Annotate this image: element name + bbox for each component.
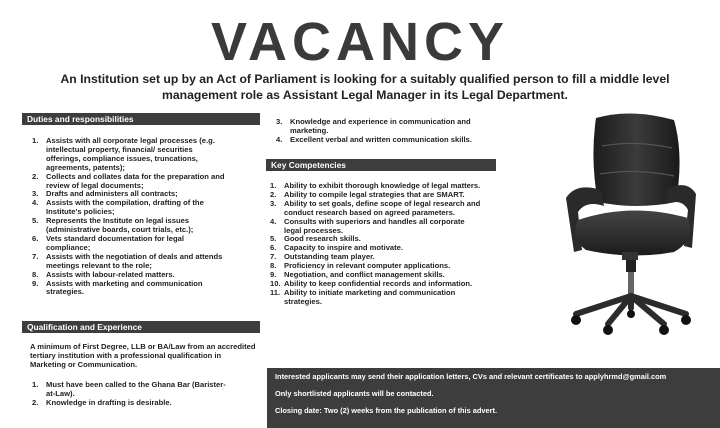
office-chair-icon: [556, 110, 706, 340]
qualification-list: [32, 381, 232, 408]
qualification-paragraph: A minimum of First Degree, LLB or BA/Law from an accredited tertiary institution with a professional qualification in Marketing or Communication.: [30, 342, 256, 369]
list-item: 8. Proficiency in relevant computer applications.: [270, 261, 451, 271]
list-item: 7. Assists with the negotiation of deals and attends meetings relevant to the role;: [32, 251, 223, 270]
list-item: 6. Vets standard documentation for legal compliance;: [32, 233, 184, 252]
application-notice: [267, 368, 720, 428]
list-item: 9. Negotiation, and conflict management skills.: [270, 270, 445, 280]
list-item: 6. Capacity to inspire and motivate.: [270, 243, 403, 253]
duties-list: [32, 137, 228, 297]
list-item: 3. Ability to set goals, define scope of legal research and conduct research based on agreed parameters.: [270, 198, 481, 217]
list-item: 1. Assists with all corporate legal processes (e.g. intellectual property, financial/ securities offerings, compliance issues, truncations, agreements, patents);: [32, 136, 215, 172]
apply-instructions: Interested applicants may send their application letters, CVs and relevant certificates to applyhrmd@gmail.com: [275, 372, 667, 381]
list-item: 11. Ability to initiate marketing and communication strategies.: [270, 287, 456, 306]
list-item: 3. Drafts and administers all contracts;: [32, 189, 178, 199]
shortlist-note: Only shortlisted applicants will be contacted.: [275, 389, 434, 398]
competencies-heading: Key Competencies: [266, 159, 496, 171]
list-item: 2. Knowledge in drafting is desirable.: [32, 397, 172, 407]
list-item: 8. Assists with labour-related matters.: [32, 269, 175, 279]
list-item: 1. Must have been called to the Ghana Bar (Barister-at-Law).: [32, 380, 226, 398]
list-item: 5. Represents the Institute on legal issues (administrative boards, court trials, etc.);: [32, 216, 194, 235]
list-item: 5. Good research skills.: [270, 234, 361, 244]
list-item: 1. Ability to exhibit thorough knowledge of legal matters.: [270, 181, 481, 190]
closing-date: Closing date: Two (2) weeks from the publication of this advert.: [275, 406, 498, 415]
list-item: 3. Knowledge and experience in communication and marketing.: [276, 117, 471, 135]
list-item: 2. Collects and collates data for the preparation and review of legal documents;: [32, 171, 225, 190]
list-item: 4. Consults with superiors and handles all corporate legal processes.: [270, 216, 465, 235]
duties-heading: Duties and responsibilities: [22, 113, 260, 125]
competencies-list: [270, 182, 482, 307]
list-item: 2. Ability to compile legal strategies that are SMART.: [270, 189, 465, 199]
qualification-heading: Qualification and Experience: [22, 321, 260, 333]
list-item: 4. Assists with the compilation, drafting of the Institute's policies;: [32, 198, 204, 217]
list-item: 4. Excellent verbal and written communication skills.: [276, 134, 472, 144]
page-subtitle: An Institution set up by an Act of Parliament is looking for a suitably qualified person to fill a middle level management role as Assistant Legal Manager in its Legal Department.: [60, 72, 670, 102]
list-item: 10. Ability to keep confidential records and information.: [270, 278, 473, 288]
list-item: 9. Assists with marketing and communication strategies.: [32, 278, 203, 297]
qualification-list-continued: [276, 118, 488, 145]
page-title: VACANCY: [210, 12, 509, 72]
list-item: 7. Outstanding team player.: [270, 252, 375, 262]
